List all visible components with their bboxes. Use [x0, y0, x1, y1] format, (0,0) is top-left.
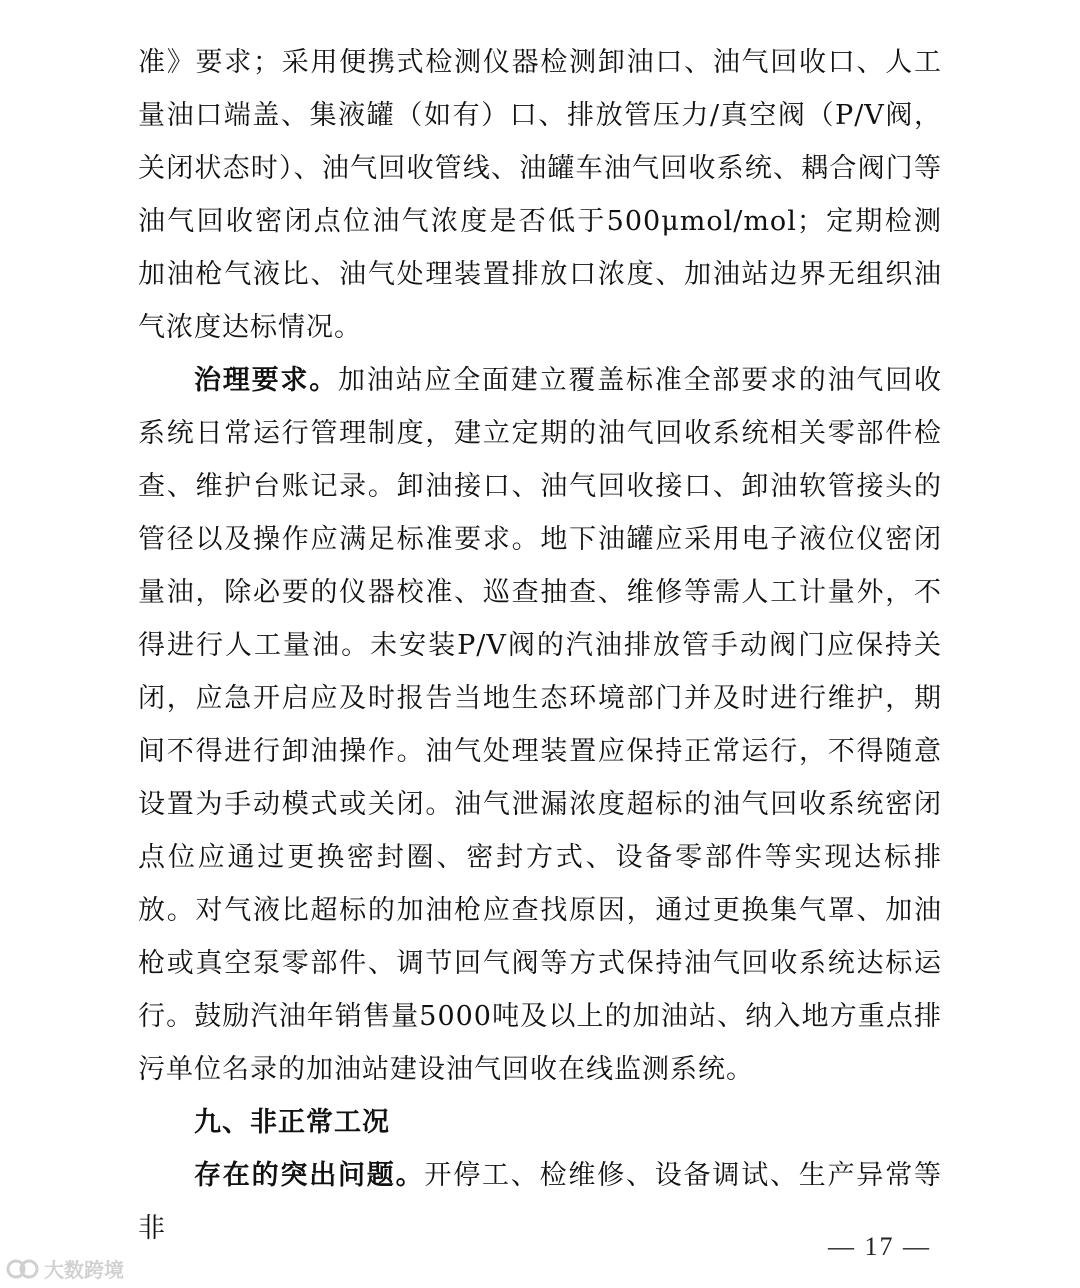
watermark-text: 大数跨境	[44, 1258, 124, 1282]
watermark	[6, 1254, 124, 1283]
paragraph-lead: 治理要求。	[194, 365, 338, 396]
paragraph-governance-requirements	[138, 354, 942, 1096]
paragraph-text: 开停工、检维修、设备调试、生产异常等非	[138, 1160, 943, 1244]
body-text	[138, 36, 942, 1255]
paragraph-text: 准》要求；采用便携式检测仪器检测卸油口、油气回收口、人工量油口端盖、集液罐（如有）口、排放管压力/真空阀（P/V阀，关闭状态时）、油气回收管线、油罐车油气回收系统、耦合阀门等油气回收密闭点位油气浓度是否低于500μmol/mol；定期检测加油枪气液比、油气处理装置排放口浓度、加油站边界无组织油气浓度达标情况。	[138, 47, 942, 343]
paragraph-prominent-issues	[138, 1149, 942, 1255]
paragraph-lead: 存在的突出问题。	[194, 1160, 425, 1191]
logo-icon	[6, 1257, 40, 1281]
page-number: — 17 —	[828, 1232, 931, 1261]
paragraph-continued	[138, 36, 942, 354]
paragraph-text: 加油站应全面建立覆盖标准全部要求的油气回收系统日常运行管理制度，建立定期的油气回收系统相关零部件检查、维护台账记录。卸油接口、油气回收接口、卸油软管接头的管径以及操作应满足标准要求。地下油罐应采用电子液位仪密闭量油，除必要的仪器校准、巡查抽查、维修等需人工计量外，不得进行人工量油。未安装P/V阀的汽油排放管手动阀门应保持关闭，应急开启应及时报告当地生态环境部门并及时进行维护，期间不得进行卸油操作。油气处理装置应保持正常运行，不得随意设置为手动模式或关闭。油气泄漏浓度超标的油气回收系统密闭点位应通过更换密封圈、密封方式、设备零部件等实现达标排放。对气液比超标的加油枪应查找原因，通过更换集气罩、加油枪或真空泵零部件、调节回气阀等方式保持油气回收系统达标运行。鼓励汽油年销售量5000吨及以上的加油站、纳入地方重点排污单位名录的加油站建设油气回收在线监测系统。	[138, 365, 942, 1085]
section-heading: 九、非正常工况	[194, 1107, 390, 1138]
